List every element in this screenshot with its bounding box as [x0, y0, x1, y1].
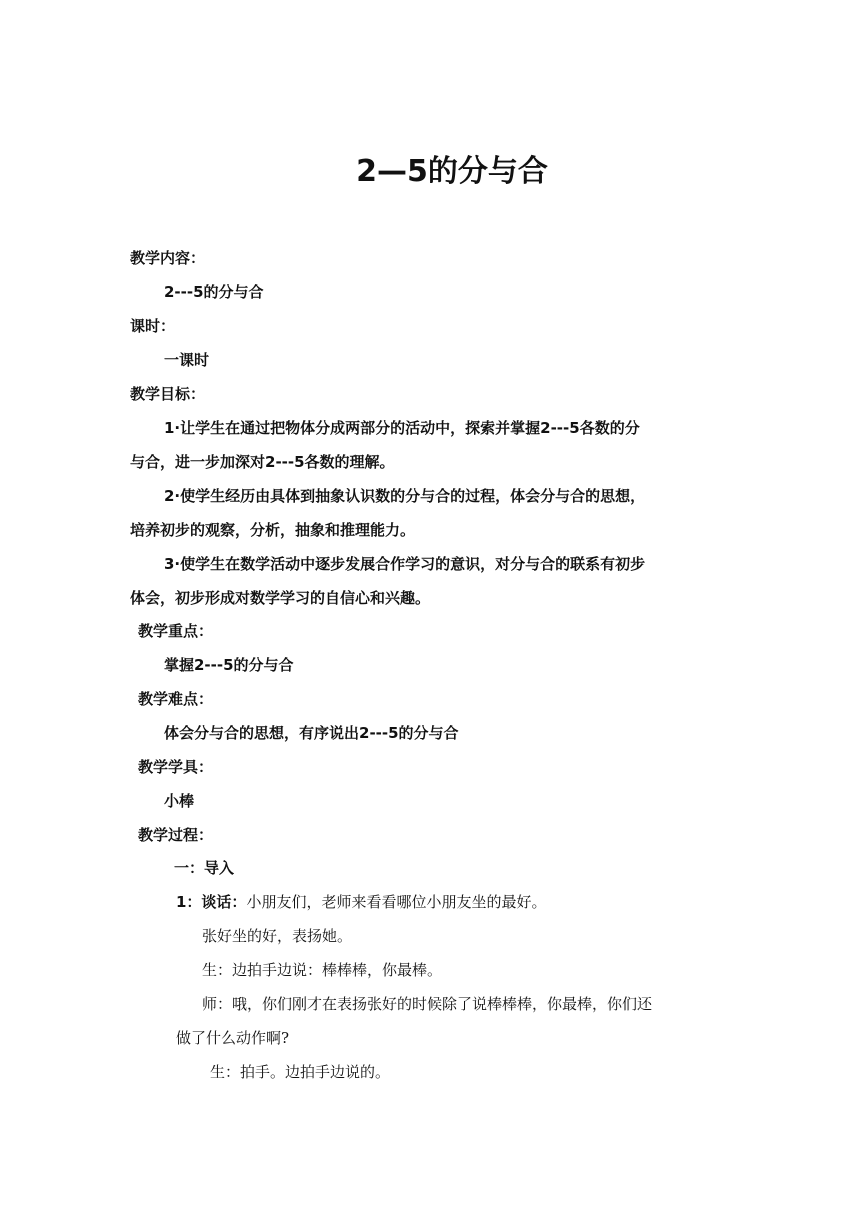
objective-3-line-1: 3·使学生在数学活动中逐步发展合作学习的意识，对分与合的联系有初步 [164, 555, 646, 573]
document-title: 2—5的分与合 [356, 154, 548, 189]
content-label: 教学内容： [130, 249, 206, 267]
objective-1-line-2: 与合，进一步加深对2---5各数的理解。 [130, 453, 395, 471]
objectives-label: 教学目标： [130, 385, 206, 403]
dialogue-line-3: 生：边拍手边说：棒棒棒，你最棒。 [202, 961, 443, 979]
period-text: 一课时 [164, 351, 210, 369]
process-step-1: 一：导入 [174, 859, 235, 877]
dialogue-line-5: 生：拍手。边拍手边说的。 [210, 1063, 391, 1081]
tools-label: 教学学具： [138, 758, 214, 776]
dialogue-line-4b: 做了什么动作啊? [176, 1029, 290, 1047]
objective-1-line-1: 1·让学生在通过把物体分成两部分的活动中，探索并掌握2---5各数的分 [164, 419, 640, 437]
talk-line [176, 891, 546, 913]
dialogue-line-4a: 师：哦，你们刚才在表扬张好的时候除了说棒棒棒，你最棒，你们还 [202, 995, 653, 1013]
content-text: 2---5的分与合 [164, 283, 264, 301]
objective-2-line-2: 培养初步的观察，分析，抽象和推理能力。 [130, 521, 416, 539]
difficulty-label: 教学难点： [138, 690, 214, 708]
objective-2-line-1: 2·使学生经历由具体到抽象认识数的分与合的过程，体会分与合的思想， [164, 487, 646, 505]
dialogue-line-2: 张好坐的好，表扬她。 [202, 927, 353, 945]
difficulty-text: 体会分与合的思想，有序说出2---5的分与合 [164, 724, 459, 742]
process-label: 教学过程： [138, 826, 214, 844]
key-point-label: 教学重点： [138, 622, 214, 640]
talk-text: 小朋友们，老师来看看哪位小朋友坐的最好。 [246, 893, 547, 911]
objective-3-line-2: 体会，初步形成对数学学习的自信心和兴趣。 [130, 589, 431, 607]
period-label: 课时： [130, 317, 176, 335]
talk-label: 1：谈话： [176, 893, 247, 911]
tools-text: 小棒 [164, 792, 195, 810]
key-point-text: 掌握2---5的分与合 [164, 656, 294, 674]
